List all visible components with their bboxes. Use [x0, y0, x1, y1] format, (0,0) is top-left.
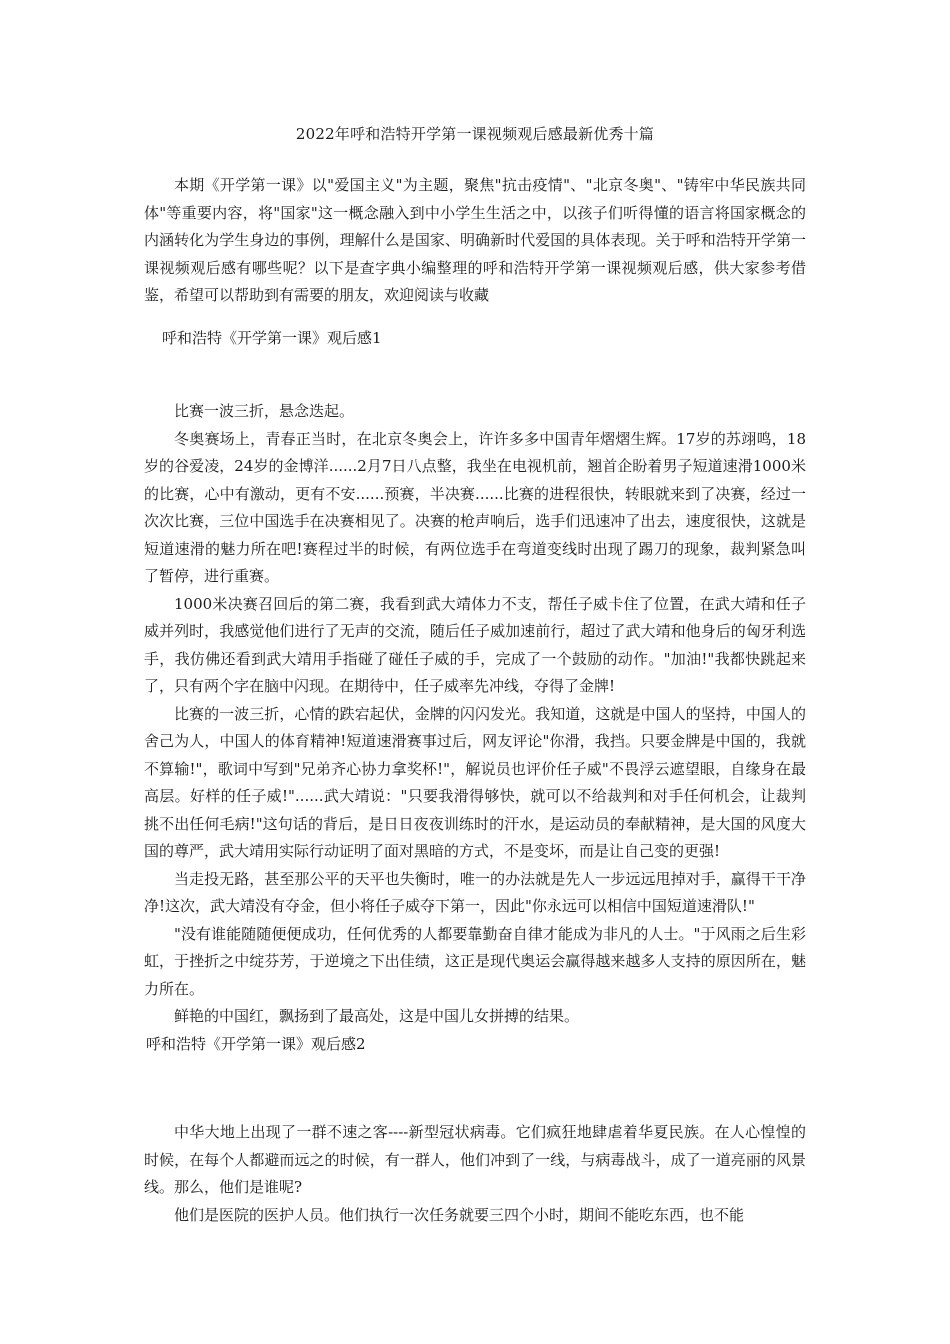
section-1-paragraph: "没有谁能随随便便成功，任何优秀的人都要靠勤奋自律才能成为非凡的人士。"于风雨之后生彩虹，于挫折之中绽芬芳，于逆境之下出佳绩，这正是现代奥运会赢得越来越多人支持的原因所在，魅力所在。: [144, 924, 806, 998]
section-1-paragraph: 鲜艳的中国红，飘扬到了最高处，这是中国儿女拼搏的结果。: [174, 1007, 580, 1025]
section-heading-1: 呼和浩特《开学第一课》观后感1: [162, 329, 382, 347]
section-1-body: [144, 398, 806, 1058]
document-title: 2022年呼和浩特开学第一课视频观后感最新优秀十篇: [295, 125, 655, 143]
section-2-paragraph: 中华大地上出现了一群不速之客----新型冠状病毒。它们疯狂地肆虐着华夏民族。在人心惶惶的时候，在每个人都避而远之的时候，有一群人，他们冲到了一线，与病毒战斗，成了一道亮丽的风景线。那么，他们是谁呢?: [144, 1123, 806, 1196]
section-1-paragraph: 冬奥赛场上，青春正当时，在北京冬奥会上，许许多多中国青年熠熠生辉。17岁的苏翊鸣，18岁的谷爱凌，24岁的金博洋......2月7日八点整，我坐在电视机前，翘首企盼着男子短道速滑1000米的比赛，心中有激动，更有不安......预赛，半决赛......比赛的进程很快，转眼就来到了决赛，经过一次次比赛，三位中国选手在决赛相见了。决赛的枪声响后，选手们迅速冲了出去，速度很快，这就是短道速滑的魅力所在吧!赛程过半的时候，有两位选手在弯道变线时出现了踢刀的现象，裁判紧急叫了暂停，进行重赛。: [144, 429, 806, 585]
section-2-body: [144, 1119, 806, 1229]
section-1-paragraph: 比赛一波三折，悬念迭起。: [174, 402, 355, 420]
section-1-paragraph: 1000米决赛召回后的第二赛，我看到武大靖体力不支，帮任子威卡住了位置，在武大靖和任子威并列时，我感觉他们进行了无声的交流，随后任子威加速前行，超过了武大靖和他身后的匈牙利选手，我仿佛还看到武大靖用手指碰了碰任子威的手，完成了一个鼓励的动作。"加油!"我都快跳起来了，只有两个字在脑中闪现。在期待中，任子威率先冲线，夺得了金牌!: [144, 594, 806, 695]
section-heading-2: 呼和浩特《开学第一课》观后感2: [146, 1034, 366, 1053]
section-2-paragraph: 他们是医院的医护人员。他们执行一次任务就要三四个小时，期间不能吃东西，也不能: [174, 1205, 745, 1224]
section-1-paragraph: 当走投无路，甚至那公平的天平也失衡时，唯一的办法就是先人一步远远甩掉对手，赢得干干净净!这次，武大靖没有夺金，但小将任子威夺下第一，因此"你永远可以相信中国短道速滑队!": [144, 869, 806, 915]
section-1-paragraph: 比赛的一波三折，心情的跌宕起伏，金牌的闪闪发光。我知道，这就是中国人的坚持，中国人的舍己为人，中国人的体育精神!短道速滑赛事过后，网友评论"你滑，我挡。只要金牌是中国的，我就不算输!"，歌词中写到"兄弟齐心协力拿奖杯!"，解说员也评价任子威"不畏浮云遮望眼，自缘身在最高层。好样的任子威!"......武大靖说："只要我滑得够快，就可以不给裁判和对手任何机会，让裁判挑不出任何毛病!"这句话的背后，是日日夜夜训练时的汗水，是运动员的奉献精神，是大国的风度大国的尊严，武大靖用实际行动证明了面对黑暗的方式，不是变坏，而是让自己变的更强!: [144, 704, 806, 860]
intro-paragraph: 本期《开学第一课》以"爱国主义"为主题，聚焦"抗击疫情"、"北京冬奥"、"铸牢中华民族共同体"等重要内容，将"国家"这一概念融入到中小学生生活之中，以孩子们听得懂的语言将国家概念的内涵转化为学生身边的事例，理解什么是国家、明确新时代爱国的具体表现。关于呼和浩特开学第一课视频观后感有哪些呢？以下是查字典小编整理的呼和浩特开学第一课视频观后感，供大家参考借鉴，希望可以帮助到有需要的朋友，欢迎阅读与收藏: [144, 176, 806, 304]
